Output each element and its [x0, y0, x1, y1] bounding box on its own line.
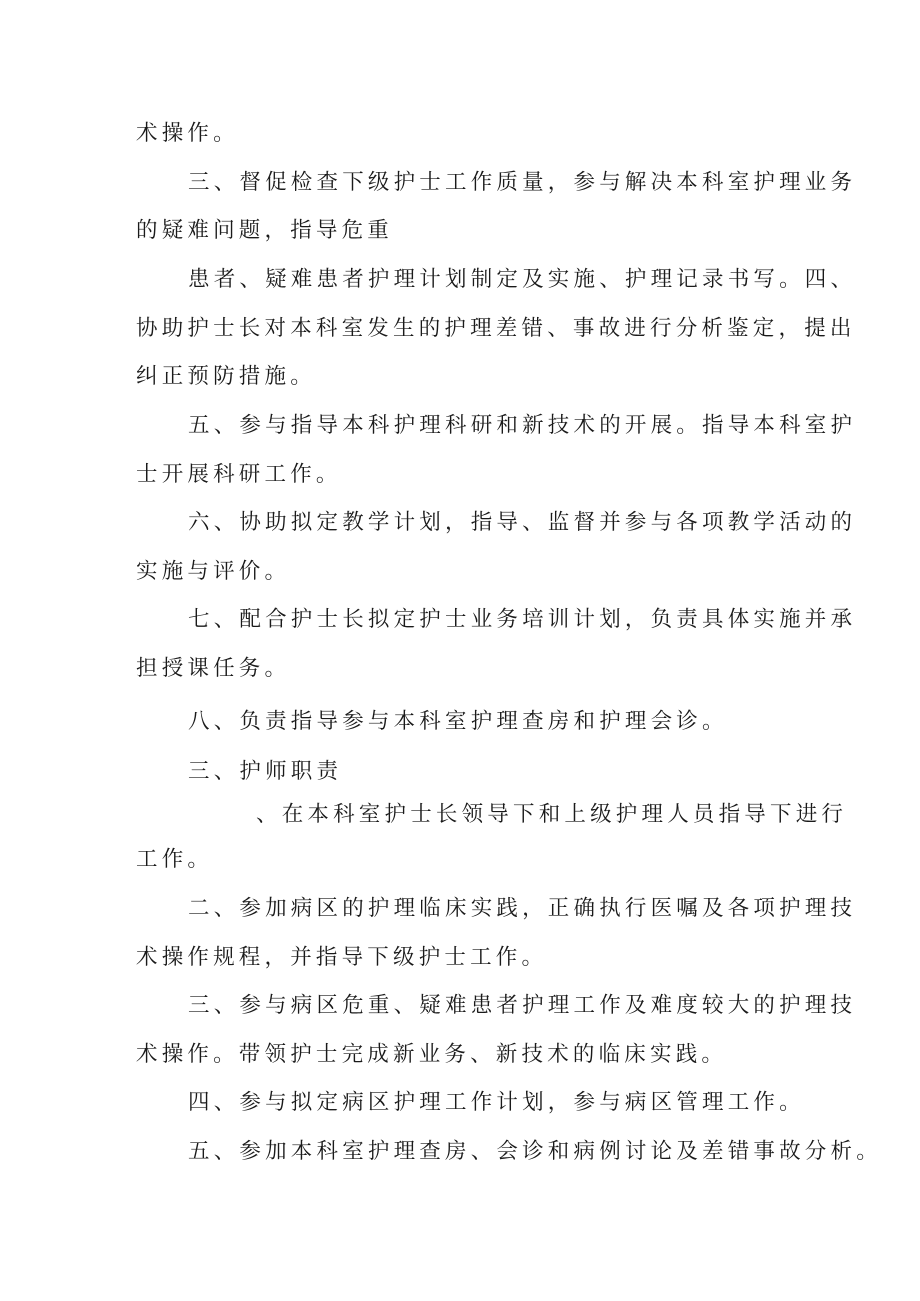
- text-line: 四、参与拟定病区护理工作计划，参与病区管理工作。: [188, 1090, 805, 1115]
- text-line: 五、参加本科室护理查房、会诊和病例讨论及差错事故分析。: [188, 1139, 882, 1164]
- text-line: 患者、疑难患者护理计划制定及实施、护理记录书写。四、: [188, 267, 857, 292]
- text-line: 术操作规程，并指导下级护士工作。: [136, 945, 548, 970]
- text-line: 工作。: [136, 847, 214, 872]
- text-line: 、在本科室护士长领导下和上级护理人员指导下进行: [256, 802, 848, 827]
- text-line: 三、督促检查下级护士工作质量，参与解决本科室护理业务: [188, 170, 857, 195]
- text-line: 八、负责指导参与本科室护理查房和护理会诊。: [188, 709, 728, 734]
- section-heading: 三、护师职责: [188, 759, 343, 784]
- text-line: 六、协助拟定教学计划，指导、监督并参与各项教学活动的: [188, 510, 857, 535]
- text-line: 二、参加病区的护理临床实践，正确执行医嘱及各项护理技: [188, 896, 857, 921]
- text-line: 术操作。: [136, 121, 239, 146]
- text-line: 的疑难问题，指导危重: [136, 218, 394, 243]
- text-line: 七、配合护士长拟定护士业务培训计划，负责具体实施并承: [188, 607, 857, 632]
- text-line: 协助护士长对本科室发生的护理差错、事故进行分析鉴定，提出: [136, 316, 856, 341]
- text-line: 五、参与指导本科护理科研和新技术的开展。指导本科室护: [188, 413, 857, 438]
- text-line: 术操作。带领护士完成新业务、新技术的临床实践。: [136, 1042, 728, 1067]
- text-line: 实施与评价。: [136, 559, 291, 584]
- text-line: 三、参与病区危重、疑难患者护理工作及难度较大的护理技: [188, 993, 857, 1018]
- text-line: 担授课任务。: [136, 656, 291, 681]
- text-line: 士开展科研工作。: [136, 462, 342, 487]
- text-line: 纠正预防措施。: [136, 364, 316, 389]
